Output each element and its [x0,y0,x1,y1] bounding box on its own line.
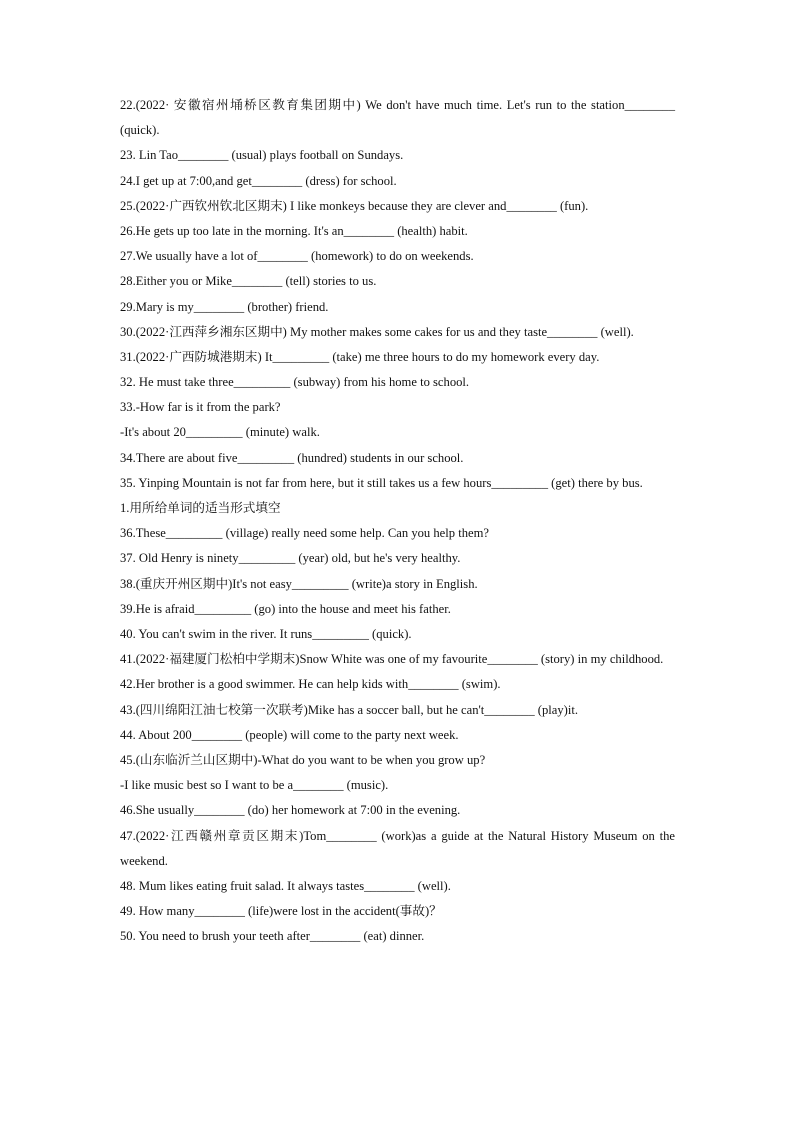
question-46: 46.She usually________ (do) her homework at 7:00 in the evening. [120,803,461,818]
question-23: 23. Lin Tao________ (usual) plays football on Sundays. [120,148,404,163]
question-45-prompt: 45.(山东临沂兰山区期中)-What do you want to be when you grow up? [120,752,486,767]
question-49: 49. How many________ (life)were lost in the accident(事故)？ [120,904,442,919]
question-39: 39.He is afraid_________ (go) into the house and meet his father. [120,601,451,616]
question-22: 22.(2022· 安徽宿州埇桥区教育集团期中) We don't have much time. Let's run to the station________ (quick). [120,98,675,138]
question-26: 26.He gets up too late in the morning. It's an________ (health) habit. [120,223,468,238]
question-44: 44. About 200________ (people) will come to the party next week. [120,727,459,742]
question-31: 31.(2022·广西防城港期末) It_________ (take) me three hours to do my homework every day. [120,349,600,364]
question-36: 36.These_________ (village) really need some help. Can you help them? [120,526,489,541]
question-27: 27.We usually have a lot of________ (homework) to do on weekends. [120,249,474,264]
question-41: 41.(2022·福建厦门松柏中学期末)Snow White was one of my favourite________ (story) in my childhood. [120,652,664,667]
question-35: 35. Yinping Mountain is not far from here, but it still takes us a few hours_________ (get) there by bus. [120,475,643,490]
question-45-answer: -I like music best so I want to be a________ (music). [120,778,389,793]
question-33-answer: -It's about 20_________ (minute) walk. [120,425,320,440]
question-38: 38.(重庆开州区期中)It's not easy_________ (write)a story in English. [120,576,478,591]
question-34: 34.There are about five_________ (hundred) students in our school. [120,450,464,465]
question-42: 42.Her brother is a good swimmer. He can help kids with________ (swim). [120,677,501,692]
question-24: 24.I get up at 7:00,and get________ (dress) for school. [120,173,397,188]
question-43: 43.(四川绵阳江油七校第一次联考)Mike has a soccer ball, but he can't________ (play)it. [120,702,579,717]
question-47: 47.(2022·江西赣州章贡区期末)Tom________ (work)as a guide at the Natural History Museum on the weekend. [120,828,675,868]
question-40: 40. You can't swim in the river. It runs_________ (quick). [120,627,412,641]
section-heading: 1.用所给单词的适当形式填空 [120,501,281,516]
question-37: 37. Old Henry is ninety_________ (year) old, but he's very healthy. [120,551,461,566]
question-25: 25.(2022·广西钦州钦北区期末) I like monkeys because they are clever and________ (fun). [120,198,589,213]
question-50: 50. You need to brush your teeth after________ (eat) dinner. [120,929,425,944]
question-28: 28.Either you or Mike________ (tell) stories to us. [120,274,377,289]
question-33-prompt: 33.-How far is it from the park? [120,400,281,415]
question-32: 32. He must take three_________ (subway) from his home to school. [120,375,470,390]
question-30: 30.(2022·江西萍乡湘东区期中) My mother makes some cakes for us and they taste________ (well). [120,324,634,339]
question-48: 48. Mum likes eating fruit salad. It always tastes________ (well). [120,878,451,893]
question-29: 29.Mary is my________ (brother) friend. [120,299,329,314]
exercise-list [120,93,675,949]
